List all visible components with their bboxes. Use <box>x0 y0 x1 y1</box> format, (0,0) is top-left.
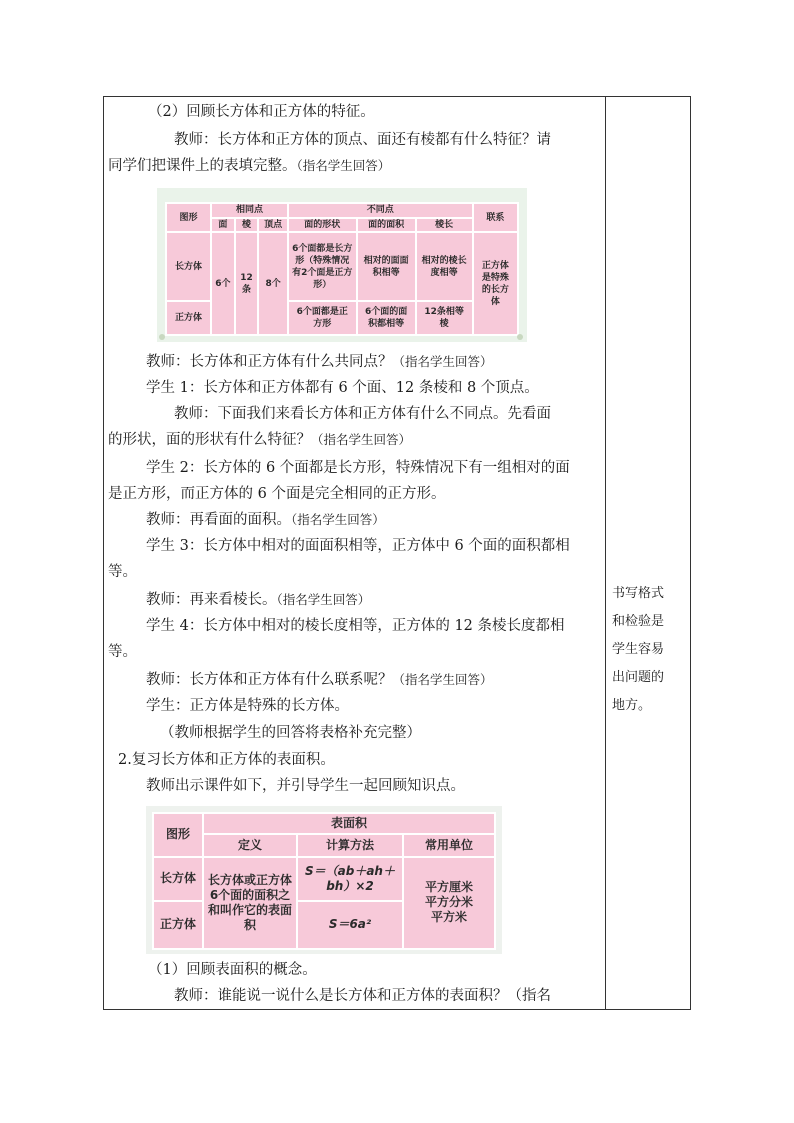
row-cuboid: 长方体 <box>153 857 203 901</box>
section-heading: 2.复习长方体和正方体的表面积。 <box>118 752 335 768</box>
header-face: 面 <box>211 218 235 233</box>
cell-units: 平方厘米 平方分米 平方米 <box>403 857 495 949</box>
student-line: 学生 1：长方体和正方体都有 6 个面、12 条棱和 8 个顶点。 <box>146 380 539 396</box>
cell-cuboid-formula: S＝（ab＋ah＋bh）×2 <box>297 857 403 901</box>
surface-area-table <box>152 812 496 950</box>
cell-cube-shape: 6个面都是正方形 <box>288 301 357 335</box>
side-note-line: 出问题的 <box>612 670 665 685</box>
teacher-note: （教师根据学生的回答将表格补充完整） <box>160 725 421 741</box>
teacher-line: 教师：再看面的面积。（指名学生回答） <box>146 512 385 528</box>
header-same: 相同点 <box>211 203 288 218</box>
student-line: 学生 2：长方体的 6 个面都是长方形，特殊情况下有一组相对的面 <box>146 460 570 476</box>
student-line: 学生：正方体是特殊的长方体。 <box>146 698 349 714</box>
student-line: 学生 4：长方体中相对的棱长度相等，正方体的 12 条棱长度都相 <box>146 618 565 634</box>
header-definition: 定义 <box>203 834 297 857</box>
row-cube: 正方体 <box>153 901 203 949</box>
side-note-line: 和检验是 <box>612 614 665 629</box>
teacher-line: 教师：长方体和正方体有什么联系呢？（指名学生回答） <box>146 672 493 688</box>
features-table-image <box>157 188 527 342</box>
header-method: 计算方法 <box>297 834 403 857</box>
teacher-line: 教师：长方体和正方体有什么共同点？（指名学生回答） <box>146 354 493 370</box>
header-unit: 常用单位 <box>403 834 495 857</box>
teacher-line: 教师：再来看棱长。（指名学生回答） <box>146 592 371 608</box>
side-note-line: 学生容易 <box>612 642 665 657</box>
header-edge-length: 棱长 <box>416 218 473 233</box>
cell-cuboid-shape: 6个面都是长方形（特殊情况有2个面是正方形） <box>288 232 357 301</box>
header-shape: 图形 <box>166 203 211 232</box>
cell-cube-area: 6个面的面积都相等 <box>357 301 416 335</box>
section-heading: （1）回顾表面积的概念。 <box>148 962 317 978</box>
student-line-cont: 等。 <box>108 564 137 580</box>
cell-relation: 正方体是特殊的长方体 <box>473 232 518 335</box>
cell-vertices: 8个 <box>258 232 287 335</box>
teacher-line: 教师：下面我们来看长方体和正方体有什么不同点。先看面 <box>174 406 551 422</box>
cell-definition: 长方体或正方体6个面的面积之和叫作它的表面积 <box>203 857 297 949</box>
student-line: 学生 3：长方体中相对的面面积相等，正方体中 6 个面的面积都相 <box>146 538 570 554</box>
header-surface-area: 表面积 <box>203 813 495 834</box>
teacher-line: 教师：长方体和正方体的顶点、面还有棱都有什么特征？请 <box>174 132 551 148</box>
row-cuboid: 长方体 <box>166 232 211 301</box>
header-diff: 不同点 <box>288 203 473 218</box>
teacher-line: 教师出示课件如下，并引导学生一起回顾知识点。 <box>146 778 465 794</box>
header-edge: 棱 <box>235 218 259 233</box>
cell-cube-formula: S＝6a² <box>297 901 403 949</box>
header-relation: 联系 <box>473 203 518 232</box>
student-line-cont: 是正方形，而正方体的 6 个面是完全相同的正方形。 <box>108 486 446 502</box>
features-table <box>165 202 519 336</box>
side-note <box>612 580 684 720</box>
teacher-line-cont: 的形状，面的形状有什么特征？（指名学生回答） <box>108 432 412 448</box>
row-cube: 正方体 <box>166 301 211 335</box>
cell-cuboid-area: 相对的面面积相等 <box>357 232 416 301</box>
surface-area-table-image <box>146 806 502 954</box>
decoration-dot <box>517 334 523 340</box>
column-divider <box>605 96 606 1010</box>
student-line-cont: 等。 <box>108 644 137 660</box>
decoration-dot <box>159 334 165 340</box>
cell-cube-edge: 12条相等棱 <box>416 301 473 335</box>
side-note-line: 地方。 <box>612 698 652 713</box>
header-face-shape: 面的形状 <box>288 218 357 233</box>
teacher-line-cont: 同学们把课件上的表填完整。（指名学生回答） <box>108 158 391 174</box>
section-heading: （2）回顾长方体和正方体的特征。 <box>148 104 375 120</box>
teacher-line: 教师：谁能说一说什么是长方体和正方体的表面积？（指名 <box>174 988 551 1004</box>
side-note-line: 书写格式 <box>612 586 665 601</box>
cell-cuboid-edge: 相对的棱长度相等 <box>416 232 473 301</box>
header-face-area: 面的面积 <box>357 218 416 233</box>
header-shape: 图形 <box>153 813 203 857</box>
cell-edges: 12 条 <box>235 232 259 335</box>
cell-faces: 6个 <box>211 232 235 335</box>
header-vertex: 顶点 <box>258 218 287 233</box>
